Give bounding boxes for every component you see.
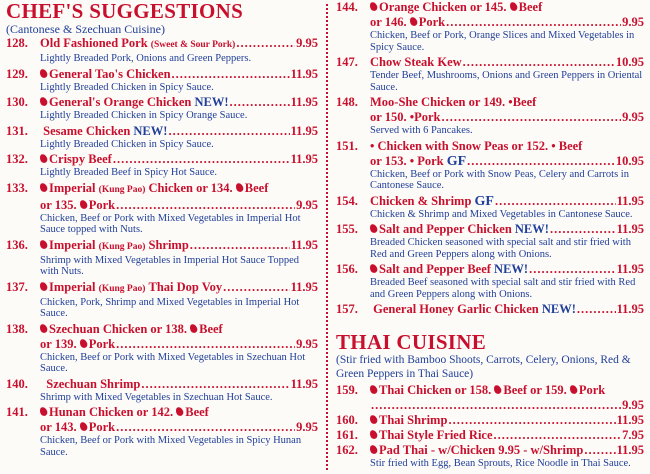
chili-icon bbox=[78, 337, 88, 348]
item-desc: Breaded Chicken seasoned with special salt and stir fried with Red and Green Peppers along with Onions. bbox=[370, 237, 631, 260]
item-number: 138. bbox=[6, 321, 28, 336]
item-name: Chow Steak Kew bbox=[370, 55, 462, 69]
item-price: 9.95 bbox=[622, 398, 644, 412]
leader-dots bbox=[172, 67, 290, 82]
item-name-part: Beef bbox=[518, 0, 543, 14]
item-name-part: or 143. bbox=[40, 420, 77, 434]
item-name: Old Fashioned Pork bbox=[40, 36, 148, 50]
leader-dots bbox=[441, 110, 621, 125]
item-name: Crispy Beef bbox=[49, 152, 112, 166]
thai-section-title: THAI CUISINE bbox=[336, 330, 487, 354]
item-number: 159. bbox=[336, 383, 358, 397]
new-badge: NEW! bbox=[194, 95, 229, 109]
item-note: (Sweet & Sour Pork) bbox=[150, 40, 236, 50]
menu-item bbox=[336, 222, 644, 260]
item-number: 140. bbox=[6, 376, 28, 391]
item-price: 11.95 bbox=[616, 222, 644, 236]
leader-dots bbox=[463, 55, 615, 70]
item-note: (Kung Pao) bbox=[98, 184, 146, 195]
item-desc: Chicken, Beef or Pork with Mixed Vegetables in Imperial Hot Sauce topped with Nuts. bbox=[40, 212, 301, 235]
right-column bbox=[336, 0, 644, 472]
item-desc: Shrimp with Mixed Vegetables in Imperial Hot Sauce Topped with Nuts. bbox=[40, 254, 299, 277]
chili-icon bbox=[508, 1, 518, 12]
leader-dots bbox=[529, 262, 615, 277]
menu-item bbox=[336, 413, 644, 428]
new-badge: NEW! bbox=[494, 262, 529, 276]
item-desc: Stir fried with Egg, Bean Sprouts, Rice Noodle in Thai Sauce. bbox=[370, 458, 631, 469]
leader-dots bbox=[448, 413, 615, 428]
leader-dots bbox=[495, 194, 616, 209]
item-price: 11.95 bbox=[290, 376, 318, 391]
leader-dots bbox=[223, 280, 289, 295]
item-price: 10.95 bbox=[615, 153, 644, 168]
item-number: 128. bbox=[6, 36, 28, 50]
item-desc: Tender Beef, Mushrooms, Onions and Green Peppers in Oriental Sauce. bbox=[370, 70, 643, 93]
chili-icon bbox=[189, 322, 199, 333]
item-price: 7.95 bbox=[622, 428, 644, 442]
item-name-part: Beef or 159. bbox=[503, 383, 567, 397]
item-name-part: Pork bbox=[578, 383, 606, 397]
menu-item bbox=[6, 36, 318, 65]
item-name: Imperial bbox=[49, 279, 96, 294]
item-number: 162. bbox=[336, 443, 358, 457]
item-name-part: Shrimp bbox=[148, 237, 189, 252]
item-desc: Chicken & Shrimp and Mixed Vegetables in Cantonese Sauce. bbox=[370, 208, 633, 220]
item-desc: Served with 6 Pancakes. bbox=[370, 125, 473, 136]
leader-dots bbox=[141, 377, 289, 392]
chili-icon bbox=[568, 384, 578, 395]
chili-icon bbox=[175, 406, 185, 417]
item-price: 9.95 bbox=[622, 110, 644, 124]
item-name: Imperial bbox=[49, 237, 96, 252]
item-name: General Honey Garlic Chicken bbox=[373, 302, 539, 316]
item-name: Sesame Chicken bbox=[43, 123, 131, 138]
item-desc: Lightly Breaded Pork, Onions and Green Peppers. bbox=[40, 53, 252, 64]
leader-dots bbox=[577, 302, 616, 317]
item-note: (Kung Pao) bbox=[98, 241, 146, 252]
item-number: 157. bbox=[336, 302, 358, 316]
item-name-part: or 135. bbox=[40, 197, 77, 212]
item-name: Imperial bbox=[49, 180, 96, 195]
item-note: (Kung Pao) bbox=[98, 283, 146, 294]
menu-item bbox=[6, 181, 318, 236]
item-number: 154. bbox=[336, 193, 358, 208]
menu-item bbox=[336, 194, 644, 221]
item-number: 144. bbox=[336, 0, 358, 14]
item-number: 160. bbox=[336, 413, 358, 427]
item-desc: Lightly Breaded Chicken in Spicy Sauce. bbox=[40, 81, 214, 93]
item-number: 131. bbox=[6, 123, 28, 138]
item-name: General's Orange Chicken bbox=[49, 95, 192, 109]
gluten-free-badge: GF bbox=[446, 153, 467, 169]
new-badge: NEW! bbox=[133, 123, 168, 138]
item-name: Orange Chicken or 145. bbox=[379, 0, 507, 14]
item-price: 11.95 bbox=[290, 237, 318, 252]
item-price: 11.95 bbox=[616, 302, 644, 316]
item-number: 141. bbox=[6, 405, 28, 419]
thai-section-subtitle: (Stir fried with Bamboo Shoots, Carrots, Celery, Onions, Red & Green Peppers in Thai Sauce) bbox=[336, 354, 631, 380]
menu-item bbox=[336, 262, 644, 300]
leader-dots bbox=[190, 238, 290, 253]
item-name: Thai Shrimp bbox=[379, 413, 448, 427]
item-number: 155. bbox=[336, 222, 358, 236]
menu-item bbox=[336, 55, 644, 93]
menu-item bbox=[6, 95, 318, 122]
leader-dots bbox=[371, 398, 621, 413]
section-subtitle: (Cantonese & Szechuan Cuisine) bbox=[6, 22, 165, 36]
leader-dots bbox=[168, 124, 289, 139]
item-price: 9.95 bbox=[622, 15, 644, 29]
menu-item bbox=[336, 443, 644, 470]
item-desc: Breaded Beef seasoned with special salt and stir fried with Red and Green Peppers along with Onions. bbox=[370, 277, 636, 300]
item-name-part: or 146. bbox=[370, 15, 407, 29]
item-name: Salt and Pepper Chicken bbox=[379, 222, 512, 236]
item-name-part: Pork bbox=[88, 197, 116, 212]
item-name: Salt and Pepper Beef bbox=[379, 262, 491, 276]
item-desc: Lightly Breaded Chicken in Spicy Sauce. bbox=[40, 138, 214, 150]
leader-dots bbox=[113, 152, 290, 167]
menu-item bbox=[6, 152, 318, 179]
leader-dots bbox=[116, 198, 295, 213]
item-name-part: or 139. bbox=[40, 336, 77, 351]
item-name-part: Beef bbox=[199, 321, 223, 336]
leader-dots bbox=[236, 36, 295, 51]
item-number: 137. bbox=[6, 279, 28, 294]
item-name: Chicken & Shrimp bbox=[370, 193, 472, 208]
new-badge: NEW! bbox=[541, 302, 576, 316]
item-desc: Chicken, Beef or Pork, Orange Slices and Mixed Vegetables in Spicy Sauce. bbox=[370, 30, 635, 53]
item-name-part: or 150. •Pork bbox=[370, 110, 441, 124]
item-price: 9.95 bbox=[296, 36, 318, 50]
item-name-part: Pork bbox=[88, 420, 116, 434]
item-name-part: or 153. • Pork bbox=[370, 153, 444, 168]
item-name: Pad Thai - w/Chicken 9.95 - w/Shrimp bbox=[379, 443, 584, 457]
menu-item bbox=[6, 280, 318, 320]
item-price: 10.95 bbox=[615, 55, 644, 69]
menu-item bbox=[336, 302, 644, 317]
item-number: 156. bbox=[336, 262, 358, 276]
section-title: CHEF'S SUGGESTIONS bbox=[6, 0, 244, 23]
item-name-part: Beef bbox=[185, 405, 209, 419]
leader-dots bbox=[467, 154, 615, 169]
item-price: 11.95 bbox=[290, 123, 318, 138]
item-number: 129. bbox=[6, 66, 28, 81]
item-price: 11.95 bbox=[290, 279, 318, 294]
item-desc: Chicken, Pork, Shrimp and Mixed Vegetables in Imperial Hot Sauce. bbox=[40, 296, 300, 319]
menu-item bbox=[6, 322, 318, 375]
item-number: 161. bbox=[336, 428, 358, 442]
leader-dots bbox=[230, 95, 290, 110]
item-number: 133. bbox=[6, 180, 28, 195]
item-price: 11.95 bbox=[616, 193, 644, 208]
leader-dots bbox=[550, 222, 616, 237]
item-desc: Lightly Breaded Beef in Spicy Hot Sauce. bbox=[40, 167, 217, 178]
item-name: Thai Chicken or 158. bbox=[379, 383, 492, 397]
menu-item bbox=[336, 428, 644, 443]
item-name: Szechuan Chicken or 138. bbox=[49, 321, 187, 336]
chili-icon bbox=[234, 181, 244, 192]
menu-item bbox=[6, 405, 318, 458]
item-price: 11.95 bbox=[290, 152, 318, 166]
item-number: 130. bbox=[6, 95, 28, 109]
column-divider bbox=[326, 4, 328, 470]
item-name: Moo-She Chicken or 149. •Beef bbox=[370, 95, 537, 109]
menu-item bbox=[336, 0, 644, 53]
menu-item bbox=[6, 67, 318, 94]
item-name-part: Beef bbox=[244, 180, 269, 195]
leader-dots bbox=[116, 420, 295, 435]
item-price: 11.95 bbox=[290, 66, 318, 81]
item-name: General Tao's Chicken bbox=[49, 66, 171, 81]
item-price: 9.95 bbox=[296, 420, 318, 434]
chili-icon bbox=[78, 421, 88, 432]
item-price: 11.95 bbox=[616, 443, 644, 457]
menu-item bbox=[6, 377, 318, 404]
item-name: Thai Style Fried Rice bbox=[379, 428, 493, 442]
chili-icon bbox=[408, 16, 418, 27]
item-price: 11.95 bbox=[616, 413, 644, 427]
leader-dots bbox=[116, 337, 295, 352]
item-name-part: Chicken or 134. bbox=[148, 180, 233, 195]
chili-icon bbox=[78, 198, 88, 209]
item-number: 147. bbox=[336, 55, 358, 69]
item-number: 151. bbox=[336, 138, 358, 153]
item-name: Szechuan Shrimp bbox=[46, 376, 141, 391]
menu-item bbox=[336, 383, 644, 413]
item-price: 11.95 bbox=[616, 262, 644, 276]
chili-icon bbox=[493, 384, 503, 395]
item-number: 136. bbox=[6, 237, 28, 252]
item-desc: Chicken, Beef or Pork with Mixed Vegetables in Spicy Hunan Sauce. bbox=[40, 435, 302, 458]
item-name: • Chicken with Snow Peas or 152. • Beef bbox=[370, 138, 583, 153]
chefs-suggestions-column bbox=[6, 0, 318, 460]
item-name-part: Pork bbox=[88, 336, 116, 351]
item-name-part: Pork bbox=[418, 15, 446, 29]
menu-item bbox=[336, 95, 644, 137]
leader-dots bbox=[446, 15, 621, 30]
gluten-free-badge: GF bbox=[474, 193, 494, 209]
item-price: 11.95 bbox=[290, 95, 318, 109]
leader-dots bbox=[494, 428, 622, 443]
item-price: 9.95 bbox=[296, 197, 318, 212]
item-number: 148. bbox=[336, 95, 358, 109]
menu-item bbox=[336, 139, 644, 192]
new-badge: NEW! bbox=[514, 222, 549, 236]
item-desc: Lightly Breaded Chicken in Spicy Orange Sauce. bbox=[40, 110, 248, 121]
item-desc: Chicken, Beef or Pork with Mixed Vegetables in Szechuan Hot Sauce. bbox=[40, 351, 306, 374]
item-number: 132. bbox=[6, 152, 28, 166]
menu-item bbox=[6, 238, 318, 278]
leader-dots bbox=[584, 443, 615, 458]
item-name-part: Thai Dop Voy bbox=[148, 279, 223, 294]
menu-item bbox=[6, 124, 318, 151]
item-desc: Shrimp with Mixed Vegetables in Szechuan Hot Sauce. bbox=[40, 391, 273, 403]
item-price: 9.95 bbox=[296, 336, 318, 351]
item-name: Hunan Chicken or 142. bbox=[49, 405, 174, 419]
item-desc: Chicken, Beef or Pork with Snow Peas, Celery and Carrots in Cantonese Sauce. bbox=[370, 168, 629, 191]
